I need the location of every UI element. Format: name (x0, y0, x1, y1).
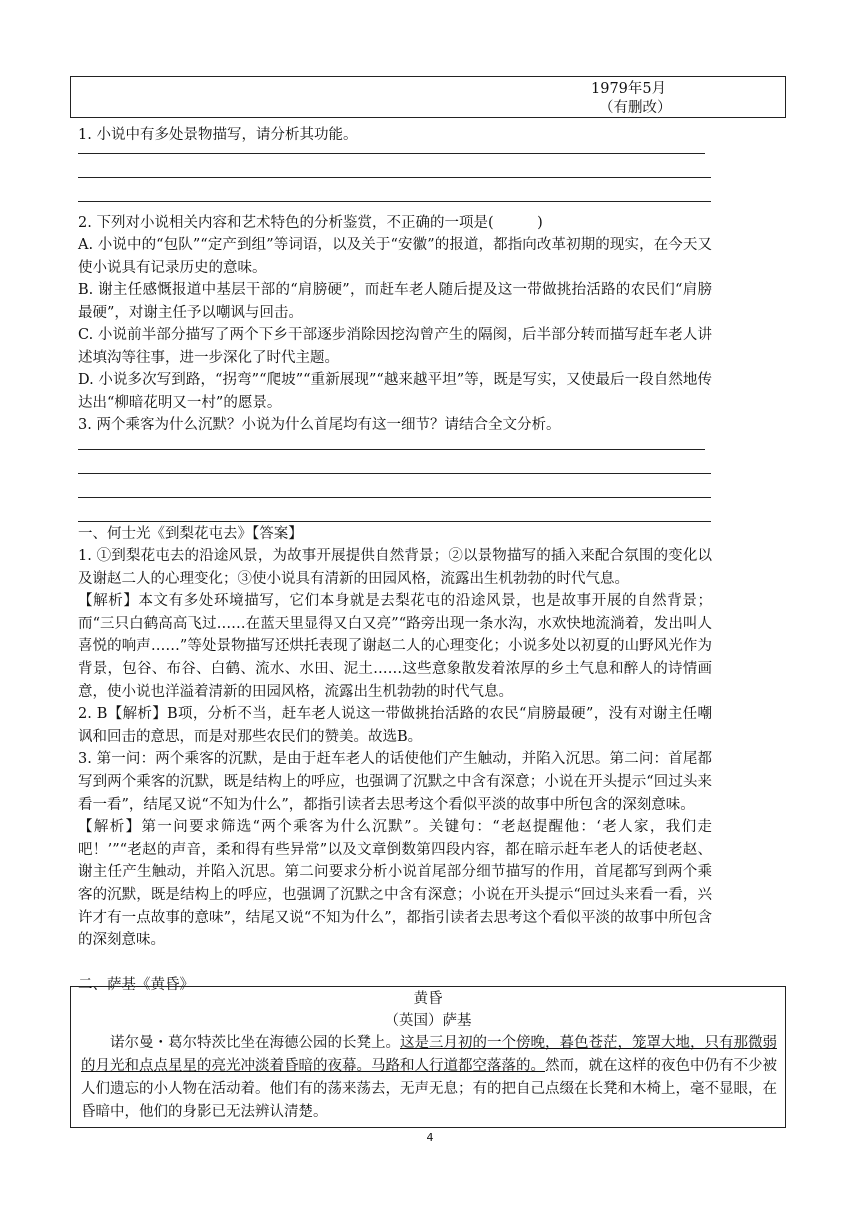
answer-2: 2. B【解析】B项，分析不当，赶车老人说这一带做挑抬活路的农民“肩膀最硬”，没有对谢主任嘲讽和回击的意思，而是对那些农民们的赞美。故选B。 (78, 706, 712, 745)
question-2-option-b: B. 谢主任感慨报道中基层干部的“肩膀硬”，而赶车老人随后提及这一带做挑抬活路的农民们“肩膀最硬”，对谢主任予以嘲讽与回击。 (78, 282, 712, 321)
main-content (78, 120, 712, 996)
answer-3-analysis: 【解析】第一问要求筛选“两个乘客为什么沉默”。关键句：“老赵提醒他：‘老人家，我们走吧！’”“老赵的声音，柔和得有些异常”以及文章倒数第四段内容，都在暗示赶车老人的话使老赵、谢主任产生触动，并陷入沉思。第二问要求分析小说首尾部分细节描写的作用，首尾都写到两个乘客的沉默，既是结构上的呼应，也强调了沉默之中含有深意；小说在开头提示“回过头来看一看，兴许才有一点故事的意味”，结尾又说“不知为什么”，都指引读者去思考这个看似平淡的故事中所包含的深刻意味。 (78, 819, 712, 949)
question-2-option-c: C. 小说前半部分描写了两个下乡干部逐步消除因挖沟曾产生的隔阂，后半部分转而描写赶车老人讲述填沟等往事，进一步深化了时代主题。 (78, 327, 712, 366)
answer-line (78, 497, 711, 498)
question-1: 1. 小说中有多处景物描写，请分析其功能。 (78, 127, 358, 143)
answer-section-title: 一、何士光《到梨花屯去》【答案】 (78, 525, 303, 542)
section-2-title: 二、萨基《黄昏》 (78, 976, 194, 993)
page-number: 4 (426, 1131, 434, 1144)
story-text-underlined: 这是三月初的一个傍晚，暮色苍茫，笼罩大地，只有那微弱的月光和点点星星的亮光冲淡着昏暗的夜幕。马路和人行道都空落落的。 (81, 1035, 777, 1074)
question-2-option-d: D. 小说多次写到路，“拐弯”“爬坡”“重新展现”“越来越平坦”等，既是写实，又使最后一段自然地传达出“柳暗花明又一村”的愿景。 (78, 372, 712, 411)
passage-note: （有删改） (599, 100, 672, 116)
story-text-2: 然而，就在这样的夜色中仍有不少被人们遗忘的小人物在活动着。他们有的荡来荡去，无声无息；有的把自己点缀在长凳和木椅上，毫不显眼，在昏暗中，他们的身影已无法辨认清楚。 (81, 1058, 777, 1120)
answer-line (78, 201, 711, 202)
answer-line (78, 449, 705, 450)
answer-3: 3. 第一问：两个乘客的沉默，是由于赶车老人的话使他们产生触动，并陷入沉思。第二问：首尾都写到两个乘客的沉默，既是结构上的呼应，也强调了沉默之中含有深意；小说在开头提示“回过头来看一看”，结尾又说“不知为什么”，都指引读者去思考这个看似平淡的故事中所包含的深刻意味。 (78, 751, 712, 813)
answer-line (78, 177, 711, 178)
answer-1-analysis: 【解析】本文有多处环境描写，它们本身就是去梨花屯的沿途风景，也是故事开展的自然背景；而“三只白鹤高高飞过……在蓝天里显得又白又亮”“路旁出现一条水沟，水欢快地流淌着，发出叫人喜悦的响声……”等处景物描写还烘托表现了谢赵二人的心理变化；小说多处以初夏的山野风光作为背景，包谷、布谷、白鹤、流水、水田、泥土……这些意象散发着浓厚的乡土气息和醉人的诗情画意，使小说也洋溢着清新的田园风格，流露出生机勃勃的时代气息。 (78, 593, 712, 700)
question-2-option-a: A. 小说中的“包队”“定产到组”等词语，以及关于“安徽”的报道，都指向改革初期的现实，在今天又使小说具有记录历史的意味。 (78, 237, 712, 276)
story-text-1: 诺尔曼・葛尔特茨比坐在海德公园的长凳上。 (110, 1035, 400, 1051)
passage-end-box (70, 76, 786, 118)
passage-box (70, 986, 786, 1128)
answer-line (78, 473, 711, 474)
answer-line (78, 153, 705, 154)
story-title: 黄昏 (413, 991, 443, 1007)
story-paragraph (71, 1032, 785, 1124)
question-2: 2. 下列对小说相关内容和艺术特色的分析鉴赏，不正确的一项是( ) (78, 214, 543, 231)
question-3: 3. 两个乘客为什么沉默？小说为什么首尾均有这一细节？请结合全文分析。 (78, 417, 561, 433)
answer-line (78, 521, 711, 522)
story-author: （英国）萨基 (384, 1013, 472, 1029)
passage-date: 1979年5月 (591, 81, 667, 97)
answer-1: 1. ①到梨花屯去的沿途风景，为故事开展提供自然背景；②以景物描写的插入来配合氛围的变化以及谢赵二人的心理变化；③使小说具有清新的田园风格，流露出生机勃勃的时代气息。 (78, 548, 712, 587)
